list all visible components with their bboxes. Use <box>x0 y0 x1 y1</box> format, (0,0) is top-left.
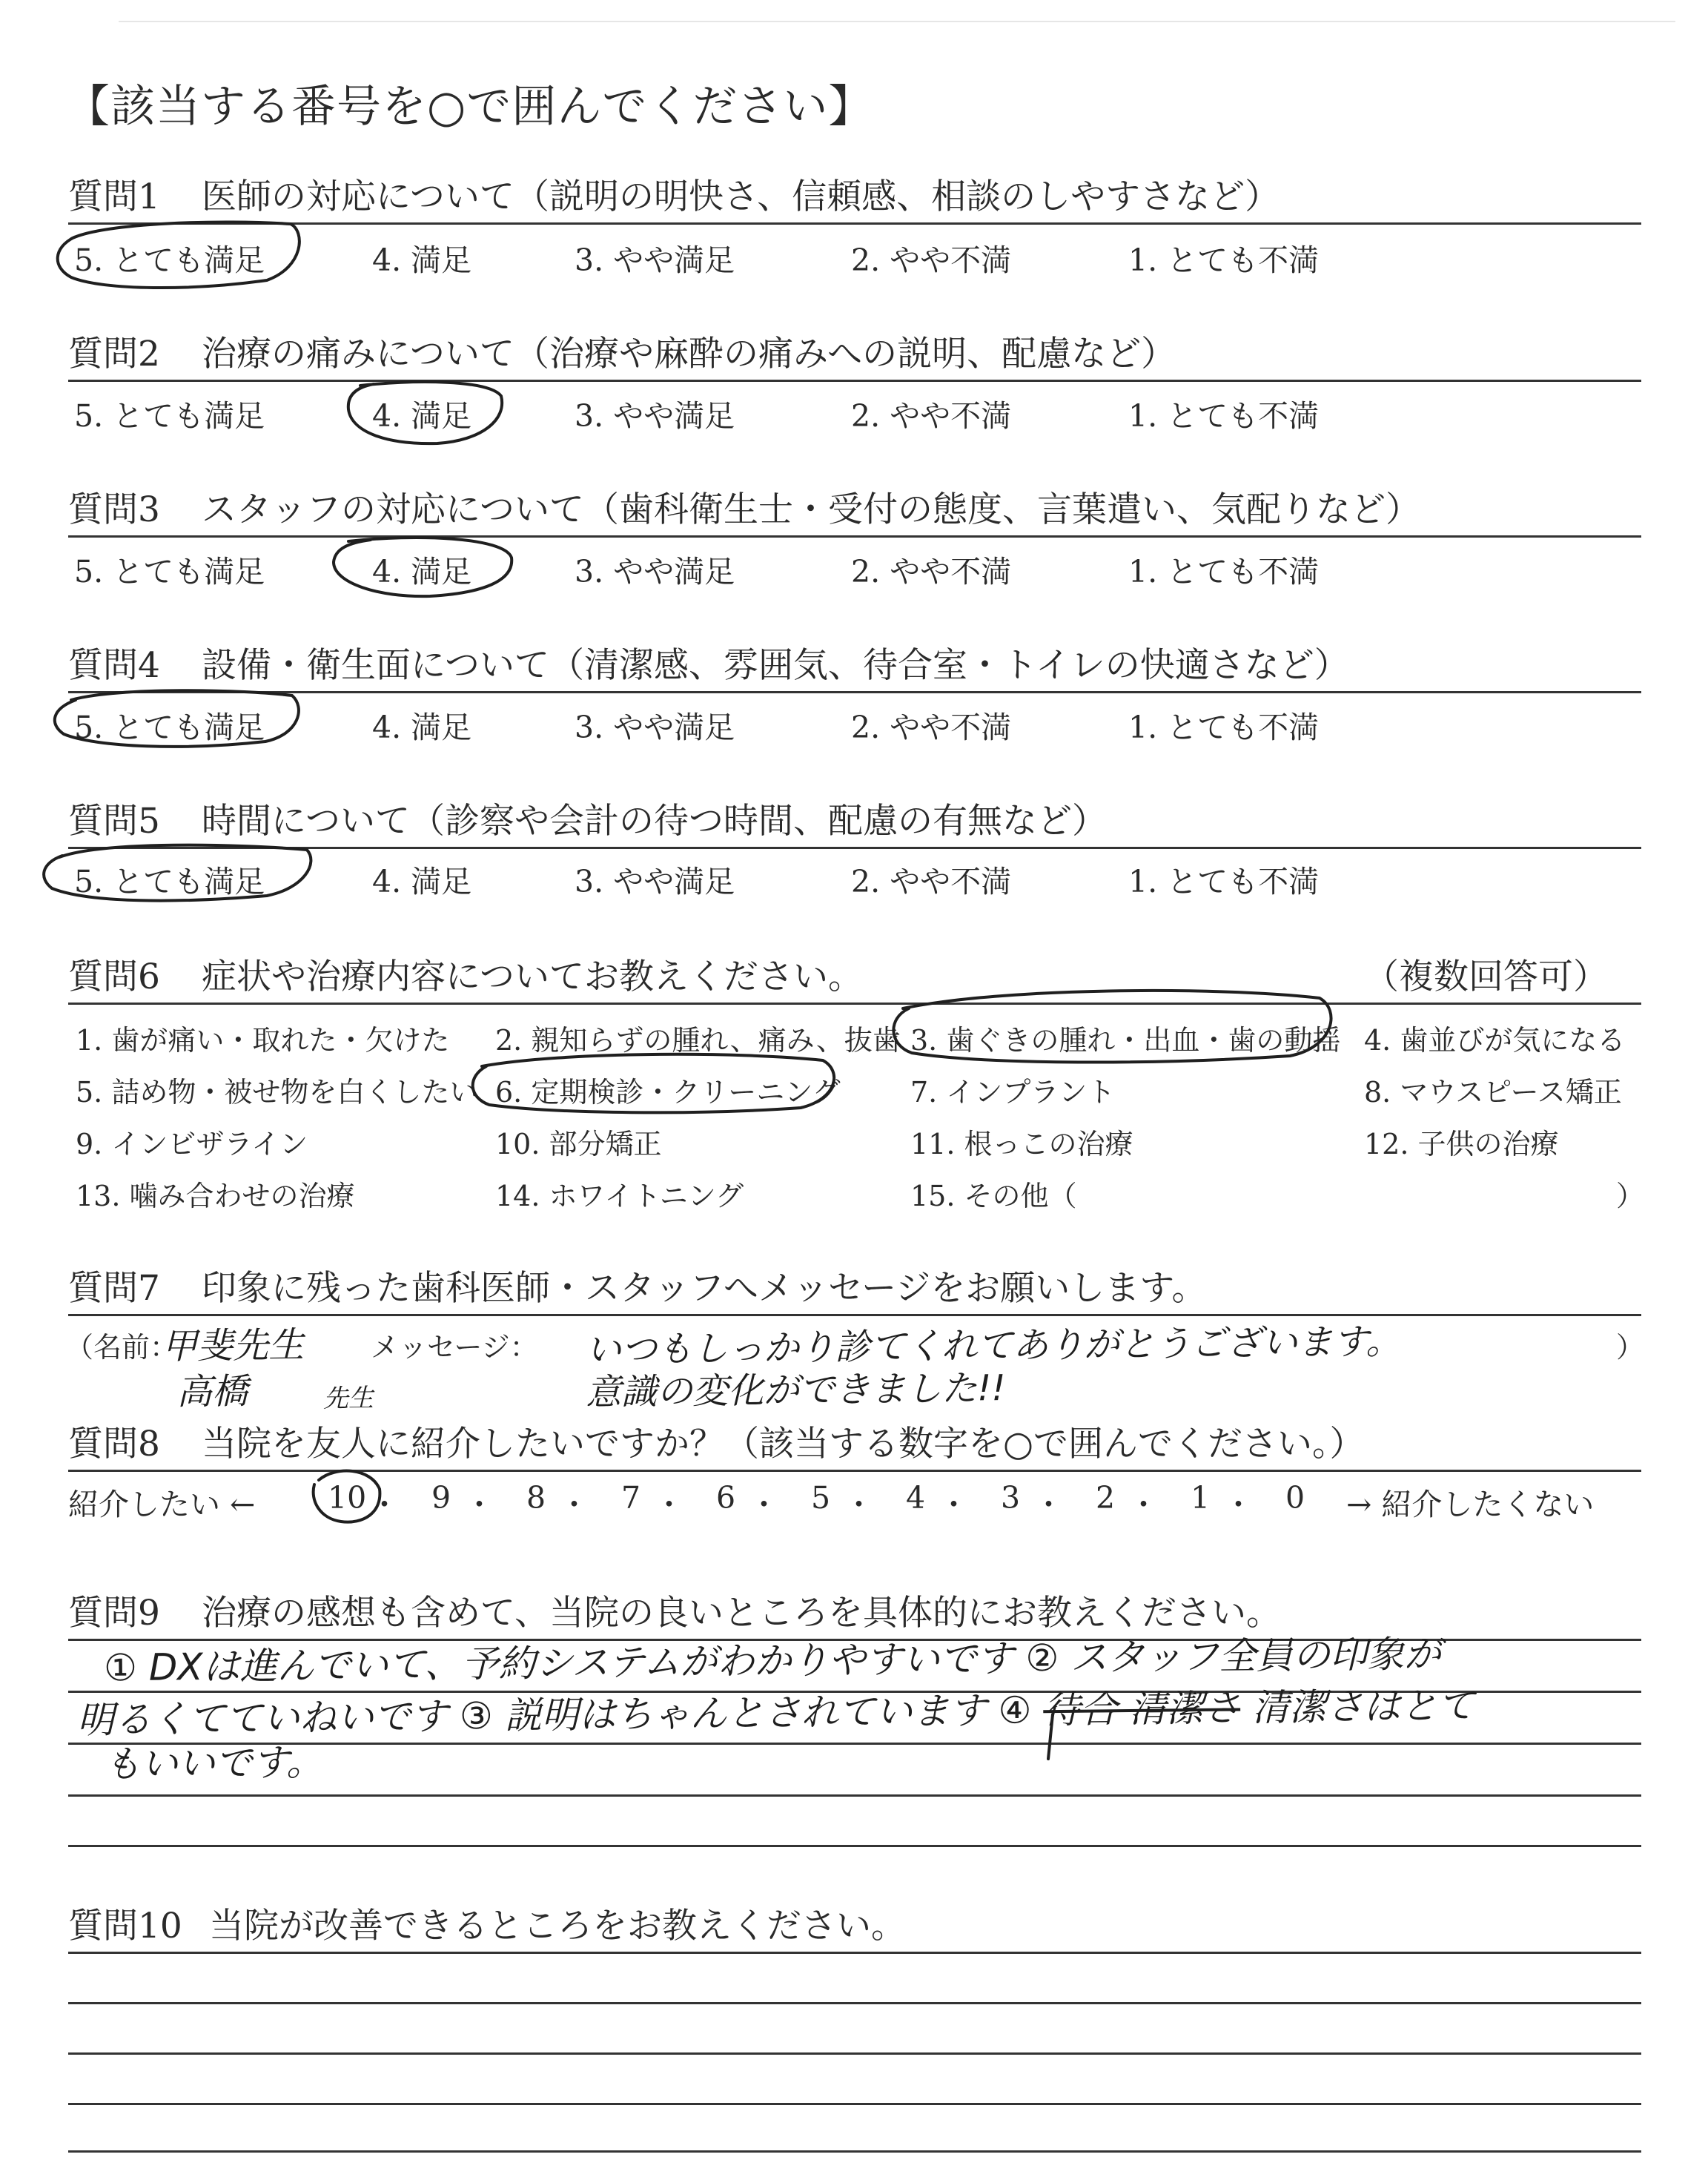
page-top-edge <box>119 21 1675 22</box>
q6-item-2[interactable]: 2. 親知らずの腫れ、痛み、抜歯 <box>495 1024 901 1057</box>
q3-option-4[interactable]: 4. 満足 <box>372 554 472 589</box>
question-1-number: 質問1 <box>68 176 160 217</box>
q8-scale-value-5[interactable]: 5 <box>811 1480 831 1516</box>
q6-item-9[interactable]: 9. インビザライン <box>76 1128 308 1160</box>
q7-close-paren: ） <box>1616 1331 1645 1364</box>
q7-handwritten-name-1: 甲斐先生 <box>161 1324 305 1368</box>
q6-item-3[interactable]: 3. 歯ぐきの腫れ・出血・歯の動揺 <box>910 1024 1341 1057</box>
q4-option-4[interactable]: 4. 満足 <box>372 710 472 745</box>
q7-handwritten-message-line-1: いつもしっかり診てくれてありがとうございます。 <box>585 1321 1402 1371</box>
question-2-text: 治療の痛みについて（治療や麻酔の痛みへの説明、配慮など） <box>202 334 1176 374</box>
q6-item-11[interactable]: 11. 根っこの治療 <box>910 1128 1133 1160</box>
q8-scale-separator: ・ <box>939 1487 969 1522</box>
question-2-number: 質問2 <box>68 334 160 374</box>
question-4-heading <box>68 638 1349 687</box>
form-instruction-title: 【該当する番号を○で囲んでください】 <box>65 81 874 133</box>
question-7-rule <box>68 1314 1641 1316</box>
question-8-number: 質問8 <box>68 1424 160 1464</box>
q1-option-5[interactable]: 5. とても満足 <box>74 242 265 278</box>
q9-handwritten-line-2-part-b: 清潔さはとて <box>1251 1684 1475 1730</box>
q4-option-1[interactable]: 1. とても不満 <box>1128 710 1320 745</box>
q10-answer-line-2 <box>68 2002 1641 2004</box>
question-5-rule <box>68 847 1641 849</box>
q8-scale-separator: ・ <box>1128 1487 1159 1522</box>
q8-scale-value-6[interactable]: 6 <box>716 1480 736 1516</box>
question-5-heading <box>68 793 1107 843</box>
q1-option-1[interactable]: 1. とても不満 <box>1128 242 1320 278</box>
question-8-text: 当院を友人に紹介したいですか？（該当する数字を○で囲んでください。） <box>202 1424 1365 1464</box>
question-3-rule <box>68 535 1641 538</box>
question-7-number: 質問7 <box>68 1268 160 1309</box>
question-10-heading <box>68 1898 906 1948</box>
q10-answer-line-4 <box>68 2103 1641 2105</box>
q3-option-5[interactable]: 5. とても満足 <box>74 554 265 589</box>
question-6-rule <box>68 1003 1641 1005</box>
q8-scale-separator: ・ <box>1223 1487 1254 1522</box>
question-6-multiple-note: （複数回答可） <box>1364 957 1608 997</box>
q7-message-label: メッセージ： <box>371 1331 538 1364</box>
question-7-text: 印象に残った歯科医師・スタッフへメッセージをお願いします。 <box>202 1268 1207 1309</box>
question-2-rule <box>68 380 1641 382</box>
q8-scale-separator: ・ <box>559 1487 589 1522</box>
q7-handwritten-message-line-2: 意識の変化ができました!! <box>585 1367 1006 1413</box>
question-3-number: 質問3 <box>68 489 160 530</box>
q2-option-5[interactable]: 5. とても満足 <box>74 398 265 434</box>
q8-scale-value-1[interactable]: 1 <box>1191 1480 1211 1516</box>
q6-item-15-other[interactable]: 15. その他（ <box>910 1180 1077 1212</box>
q5-option-1[interactable]: 1. とても不満 <box>1128 864 1320 899</box>
q8-scale-value-0[interactable]: 0 <box>1285 1480 1305 1516</box>
question-4-text: 設備・衛生面について（清潔感、雰囲気、待合室・トイレの快適さなど） <box>202 645 1349 686</box>
question-9-text: 治療の感想も含めて、当院の良いところを具体的にお教えください。 <box>202 1593 1282 1634</box>
question-10-text: 当院が改善できるところをお教えください。 <box>209 1906 906 1946</box>
q6-item-13[interactable]: 13. 噛み合わせの治療 <box>76 1180 355 1212</box>
q8-left-label: 紹介したい ← <box>68 1487 256 1522</box>
q9-handwritten-line-3: もいいです。 <box>103 1740 324 1786</box>
q9-handwritten-struck-words: 待合 清潔さ <box>1042 1686 1241 1732</box>
q5-option-4[interactable]: 4. 満足 <box>372 864 472 899</box>
q8-scale-value-8[interactable]: 8 <box>526 1480 546 1516</box>
question-5-text: 時間について（診察や会計の待つ時間、配慮の有無など） <box>202 801 1108 842</box>
question-4-number: 質問4 <box>68 645 160 686</box>
q2-option-2[interactable]: 2. やや不満 <box>851 398 1012 434</box>
question-8-rule <box>68 1470 1641 1472</box>
q6-other-close-paren: ） <box>1616 1180 1645 1212</box>
q3-option-3[interactable]: 3. やや満足 <box>575 554 735 589</box>
question-3-heading <box>68 482 1420 532</box>
q6-item-8[interactable]: 8. マウスピース矯正 <box>1364 1076 1622 1109</box>
q8-scale-value-7[interactable]: 7 <box>621 1480 641 1516</box>
question-7-heading <box>68 1261 1206 1310</box>
q3-option-2[interactable]: 2. やや不満 <box>851 554 1012 589</box>
question-1-text: 医師の対応について（説明の明快さ、信頼感、相談のしやすさなど） <box>202 176 1280 217</box>
question-6-heading <box>68 949 863 999</box>
q10-answer-line-3 <box>68 2052 1641 2055</box>
q6-item-10[interactable]: 10. 部分矯正 <box>495 1128 662 1160</box>
question-6-text: 症状や治療内容についてお教えください。 <box>202 957 864 997</box>
question-1-rule <box>68 222 1641 225</box>
q2-option-4[interactable]: 4. 満足 <box>372 398 472 434</box>
q5-option-3[interactable]: 3. やや満足 <box>575 864 735 899</box>
q6-item-1[interactable]: 1. 歯が痛い・取れた・欠けた <box>76 1024 450 1057</box>
q1-option-3[interactable]: 3. やや満足 <box>575 242 735 278</box>
q8-scale-separator: ・ <box>844 1487 874 1522</box>
q8-scale-separator: ・ <box>464 1487 494 1522</box>
q6-item-6[interactable]: 6. 定期検診・クリーニング <box>495 1076 841 1109</box>
question-8-heading <box>68 1416 1365 1466</box>
q7-handwritten-name-2: 高橋 <box>176 1370 248 1413</box>
q6-item-7[interactable]: 7. インプラント <box>910 1076 1116 1109</box>
q1-option-4[interactable]: 4. 満足 <box>372 242 472 278</box>
q6-item-4[interactable]: 4. 歯並びが気になる <box>1364 1024 1626 1057</box>
q10-answer-line-5 <box>68 2150 1641 2153</box>
q2-option-3[interactable]: 3. やや満足 <box>575 398 735 434</box>
q5-option-2[interactable]: 2. やや不満 <box>851 864 1012 899</box>
q6-item-14[interactable]: 14. ホワイトニング <box>495 1180 744 1212</box>
question-9-number: 質問9 <box>68 1593 160 1634</box>
q8-right-label: → 紹介したくない <box>1346 1487 1595 1522</box>
q7-name-label: （名前： <box>65 1331 179 1364</box>
q8-scale-value-3[interactable]: 3 <box>1001 1480 1021 1516</box>
q9-handwritten-line-2-part-a: 明るくてていねいです ③ 説明はちゃんとされています ④ <box>76 1688 1032 1742</box>
question-10-number: 質問10 <box>68 1906 182 1946</box>
q9-handwritten-line-1: ① DXは進んでいて、予約システムがわかりやすいです ② スタッフ全員の印象が <box>103 1632 1442 1690</box>
q8-scale-separator: ・ <box>369 1487 400 1522</box>
q6-item-5[interactable]: 5. 詰め物・被せ物を白くしたい <box>76 1076 478 1109</box>
q10-answer-line-1 <box>68 1952 1641 1954</box>
question-2-heading <box>68 326 1176 376</box>
q8-scale-value-2[interactable]: 2 <box>1096 1480 1116 1516</box>
q4-option-2[interactable]: 2. やや不満 <box>851 710 1012 745</box>
q8-scale-separator: ・ <box>654 1487 684 1522</box>
q4-option-3[interactable]: 3. やや満足 <box>575 710 735 745</box>
q3-option-1[interactable]: 1. とても不満 <box>1128 554 1320 589</box>
q5-option-5[interactable]: 5. とても満足 <box>74 864 265 899</box>
question-3-text: スタッフの対応について（歯科衛生士・受付の態度、言葉遣い、気配りなど） <box>202 489 1421 530</box>
q9-answer-line-5 <box>68 1845 1641 1847</box>
q1-option-2[interactable]: 2. やや不満 <box>851 242 1012 278</box>
q8-scale-value-4[interactable]: 4 <box>906 1480 926 1516</box>
q6-item-12[interactable]: 12. 子供の治療 <box>1364 1128 1559 1160</box>
q4-option-5[interactable]: 5. とても満足 <box>74 710 265 745</box>
q7-handwritten-name-2-title: 先生 <box>322 1383 374 1414</box>
question-4-rule <box>68 691 1641 693</box>
q8-scale-separator: ・ <box>749 1487 779 1522</box>
q8-scale-value-9[interactable]: 9 <box>431 1480 451 1516</box>
q9-answer-line-4 <box>68 1794 1641 1797</box>
q8-scale-value-10[interactable]: 10 <box>328 1480 367 1516</box>
q8-scale-separator: ・ <box>1033 1487 1064 1522</box>
q2-option-1[interactable]: 1. とても不満 <box>1128 398 1320 434</box>
question-1-heading <box>68 169 1280 219</box>
question-5-number: 質問5 <box>68 801 160 842</box>
question-6-number: 質問6 <box>68 957 160 997</box>
